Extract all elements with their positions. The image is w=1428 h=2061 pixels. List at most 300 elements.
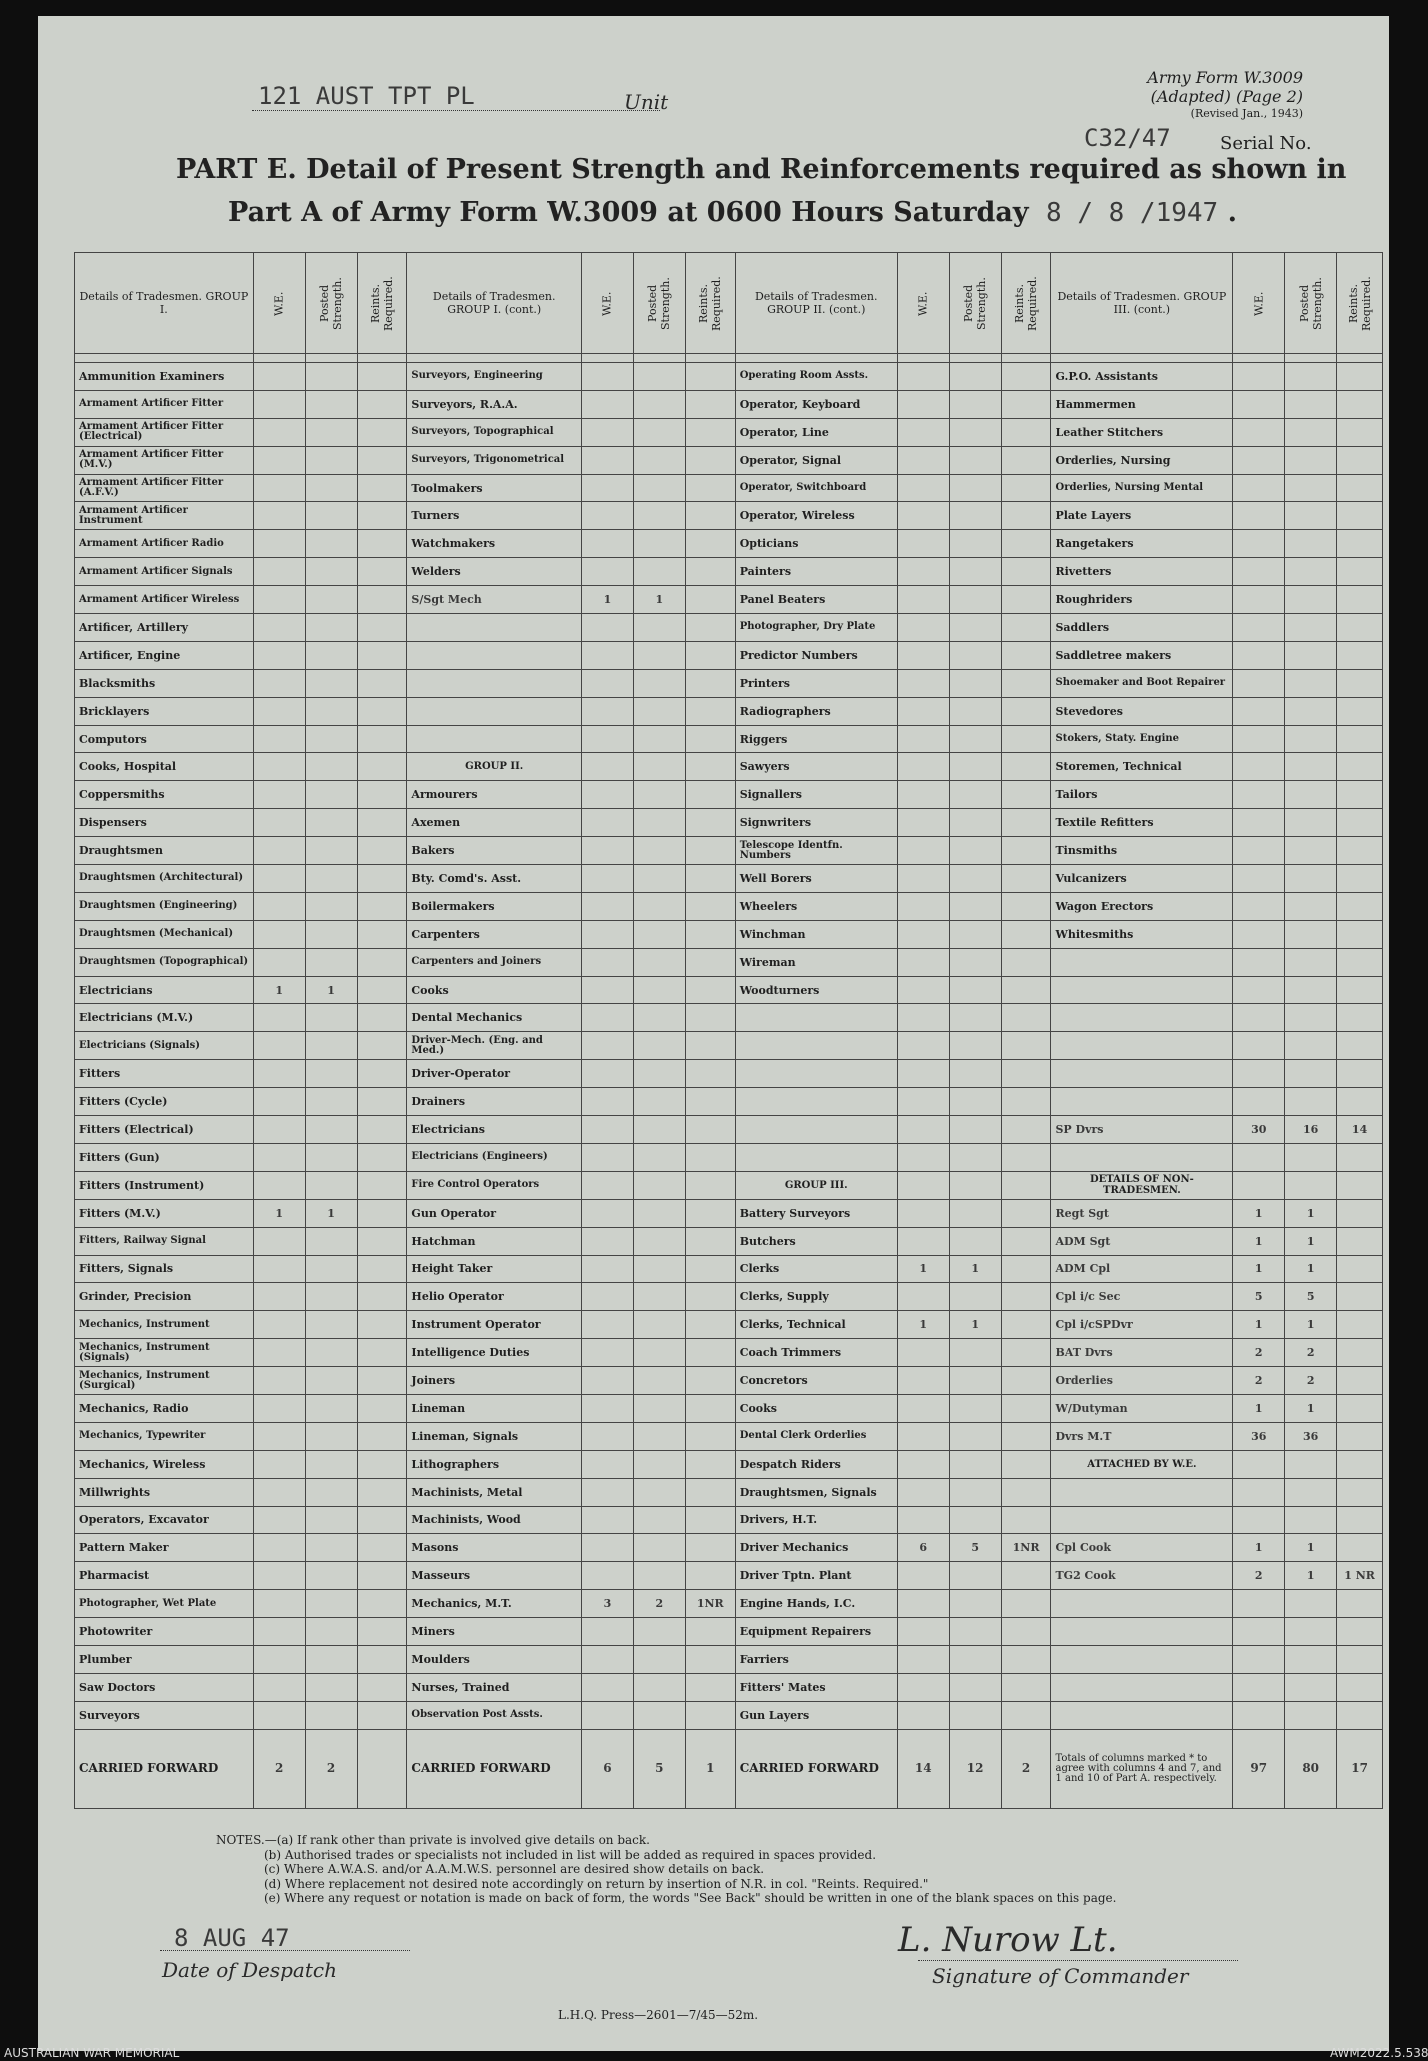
carried-forward-value: 12 [949,1729,1001,1808]
count-cell: 1 [253,1199,305,1227]
count-cell [1233,641,1285,669]
count-cell [253,1506,305,1534]
count-cell [897,530,949,558]
count-cell [357,446,407,474]
carried-forward-value: 2 [253,1729,305,1808]
count-cell [685,781,735,809]
count-cell [305,837,357,865]
count-cell [357,390,407,418]
title-line1: PART E. Detail of Present Strength and Reinforcements required as shown in [176,154,1347,185]
count-cell: 5 [1233,1283,1285,1311]
trade-label: Electricians [407,1116,582,1144]
count-cell [949,809,1001,837]
count-cell [1285,1645,1337,1673]
count-cell [305,1367,357,1395]
count-cell [685,1645,735,1673]
count-cell: 2 [1285,1339,1337,1367]
count-cell [1337,1255,1383,1283]
table-row [75,1227,1383,1255]
count-cell [633,1673,685,1701]
count-cell [253,865,305,893]
trade-label: Pattern Maker [75,1534,254,1562]
count-cell [1001,948,1051,976]
trade-label [407,614,582,642]
trade-label: Observation Post Assts. [407,1701,582,1729]
count-cell [633,530,685,558]
table-row [75,837,1383,865]
count-cell [253,558,305,586]
trade-label: Draughtsmen (Architectural) [75,865,254,893]
trade-label [1051,1701,1233,1729]
count-cell [357,1673,407,1701]
trade-label [735,1088,897,1116]
count-cell [685,892,735,920]
count-cell [949,641,1001,669]
count-cell [897,614,949,642]
count-cell [253,1367,305,1395]
count-cell [1285,1590,1337,1618]
trade-label: Helio Operator [407,1283,582,1311]
typed-trade-entry: ADM Cpl [1051,1255,1233,1283]
count-cell [305,948,357,976]
count-cell [949,390,1001,418]
trade-label: Clerks [735,1255,897,1283]
count-cell [685,1088,735,1116]
count-cell [633,1199,685,1227]
trade-label: GROUP II. [407,753,582,781]
trade-label: Rivetters [1051,558,1233,586]
count-cell [357,1088,407,1116]
count-cell [581,781,633,809]
count-cell [1001,1701,1051,1729]
count-cell [581,641,633,669]
count-cell [1233,530,1285,558]
serial-label: Serial No. [1220,133,1312,154]
table-row [75,1422,1383,1450]
table-row [75,363,1383,391]
count-cell [685,1618,735,1646]
count-cell [253,725,305,753]
trade-label: Armament Artificer Radio [75,530,254,558]
count-cell [949,753,1001,781]
count-cell: 1 [1233,1534,1285,1562]
count-cell [897,1645,949,1673]
count-cell [581,1032,633,1060]
count-cell [1233,1032,1285,1060]
count-cell [949,948,1001,976]
count-cell [897,1283,949,1311]
count-cell [581,1673,633,1701]
count-cell [897,1060,949,1088]
count-cell [633,809,685,837]
count-cell [1233,446,1285,474]
count-cell [581,474,633,502]
count-cell [949,474,1001,502]
column-header-group: Details of Tradesmen. GROUP III. (cont.) [1051,253,1233,354]
count-cell [253,1590,305,1618]
count-cell [1337,1088,1383,1116]
count-cell [1337,809,1383,837]
count-cell [581,1394,633,1422]
count-cell [305,781,357,809]
count-cell [1337,530,1383,558]
count-cell [633,1618,685,1646]
count-cell [949,697,1001,725]
count-cell: 16 [1285,1116,1337,1144]
count-cell [949,1394,1001,1422]
archive-ref: AWM2022.5.538 [1330,2046,1428,2060]
count-cell [685,1478,735,1506]
count-cell [1233,1143,1285,1171]
count-cell [305,1422,357,1450]
trade-label [1051,1004,1233,1032]
count-cell [253,1673,305,1701]
count-cell [897,1673,949,1701]
count-cell [897,1199,949,1227]
count-cell [1233,920,1285,948]
trade-label: Engine Hands, I.C. [735,1590,897,1618]
count-cell [1285,586,1337,614]
column-header-we: W.E. [1233,253,1285,354]
totals-note: Totals of columns marked * to agree with columns 4 and 7, and 1 and 10 of Part A. respectively. [1051,1729,1233,1808]
count-cell [253,502,305,530]
table-row [75,558,1383,586]
typed-trade-entry: W/Dutyman [1051,1394,1233,1422]
trade-label: Fitters (Instrument) [75,1171,254,1199]
table-row [75,976,1383,1004]
notes-block [216,1833,1116,1906]
count-cell [1001,1060,1051,1088]
count-cell [253,1143,305,1171]
count-cell [897,502,949,530]
count-cell [633,920,685,948]
count-cell [305,1171,357,1199]
count-cell [1337,1506,1383,1534]
trade-label: Armament Artificer Instrument [75,502,254,530]
count-cell [581,976,633,1004]
count-cell [581,1534,633,1562]
count-cell [581,1450,633,1478]
count-cell [1337,1339,1383,1367]
column-header-posted: Posted Strength. [949,253,1001,354]
count-cell [685,390,735,418]
count-cell [897,1562,949,1590]
trade-label [735,1032,897,1060]
table-row [75,1339,1383,1367]
table-row [75,809,1383,837]
trade-label: Orderlies, Nursing Mental [1051,474,1233,502]
strength-table [74,252,1383,1809]
trade-label: Joiners [407,1367,582,1395]
count-cell [357,1060,407,1088]
trade-label [1051,1088,1233,1116]
count-cell [581,753,633,781]
count-cell [949,586,1001,614]
table-header-row [75,253,1383,354]
count-cell [1337,1171,1383,1199]
count-cell: 1 [949,1311,1001,1339]
count-cell [633,558,685,586]
trade-label: Wireman [735,948,897,976]
count-cell [1001,390,1051,418]
trade-label: Mechanics, Radio [75,1394,254,1422]
form-revised: (Revised Jan., 1943) [1190,107,1303,120]
count-cell [949,446,1001,474]
count-cell [1233,502,1285,530]
trade-label [1051,1032,1233,1060]
count-cell [897,809,949,837]
trade-label: G.P.O. Assistants [1051,363,1233,391]
trade-label: Draughtsmen (Engineering) [75,892,254,920]
count-cell [253,1004,305,1032]
count-cell [949,1506,1001,1534]
count-cell [357,976,407,1004]
table-row [75,1171,1383,1199]
count-cell [685,530,735,558]
count-cell [357,1645,407,1673]
note-a: NOTES.—(a) If rank other than private is involved give details on back. [216,1833,650,1847]
count-cell [581,1088,633,1116]
count-cell [685,1339,735,1367]
count-cell [949,502,1001,530]
despatch-label: Date of Despatch [162,1958,337,1982]
count-cell [305,1088,357,1116]
count-cell: 36 [1233,1422,1285,1450]
trade-label: Clerks, Technical [735,1311,897,1339]
count-cell [949,1032,1001,1060]
count-cell [1285,1060,1337,1088]
trade-label: Grinder, Precision [75,1283,254,1311]
count-cell: 1 [1285,1311,1337,1339]
count-cell [253,446,305,474]
count-cell: 1 [1285,1227,1337,1255]
trade-label: GROUP III. [735,1171,897,1199]
trade-label [1051,1506,1233,1534]
trade-label: Artificer, Artillery [75,614,254,642]
count-cell [897,781,949,809]
form-adapted: (Adapted) (Page 2) [1150,87,1303,106]
count-cell [897,1422,949,1450]
count-cell [1285,781,1337,809]
count-cell [581,948,633,976]
trade-label: Dental Mechanics [407,1004,582,1032]
count-cell [581,1645,633,1673]
count-cell [1001,920,1051,948]
trade-label: Saddlers [1051,614,1233,642]
table-row [75,781,1383,809]
count-cell [357,474,407,502]
trade-label: Operating Room Assts. [735,363,897,391]
count-cell [633,1367,685,1395]
table-row [75,614,1383,642]
trade-label: Intelligence Duties [407,1339,582,1367]
count-cell [949,558,1001,586]
count-cell [1285,809,1337,837]
count-cell [581,1339,633,1367]
trade-label: Shoemaker and Boot Repairer [1051,669,1233,697]
trade-label: Armament Artificer Fitter [75,390,254,418]
count-cell [1001,1645,1051,1673]
count-cell [949,1199,1001,1227]
count-cell [1337,1367,1383,1395]
count-cell [357,1339,407,1367]
trade-label: Fitters [75,1060,254,1088]
title-line2: Part A of Army Form W.3009 at 0600 Hours Saturday 8 / 8 /1947 . [228,197,1238,228]
trade-label: Lineman [407,1394,582,1422]
trade-label: Turners [407,502,582,530]
count-cell [253,1227,305,1255]
trade-label: Surveyors, Engineering [407,363,582,391]
trade-label: Photowriter [75,1618,254,1646]
count-cell [1285,725,1337,753]
trade-label: Draughtsmen [75,837,254,865]
count-cell [1337,725,1383,753]
header-gap [75,354,1383,363]
count-cell [305,1478,357,1506]
trade-label: Butchers [735,1227,897,1255]
count-cell [305,1116,357,1144]
count-cell [1233,1450,1285,1478]
trade-label: Photographer, Wet Plate [75,1590,254,1618]
trade-label: Roughriders [1051,586,1233,614]
count-cell [581,1422,633,1450]
table-row [75,418,1383,446]
count-cell [685,1562,735,1590]
table-row [75,1618,1383,1646]
count-cell [305,1673,357,1701]
count-cell [581,865,633,893]
count-cell [357,1367,407,1395]
count-cell [357,558,407,586]
trade-label: Operator, Switchboard [735,474,897,502]
count-cell [633,1450,685,1478]
count-cell [1233,725,1285,753]
count-cell [685,809,735,837]
count-cell [305,1534,357,1562]
count-cell [581,1367,633,1395]
count-cell [633,865,685,893]
count-cell [305,1645,357,1673]
trade-label [1051,1618,1233,1646]
count-cell [897,1618,949,1646]
count-cell [633,1506,685,1534]
trade-label: Welders [407,558,582,586]
trade-label: Equipment Repairers [735,1618,897,1646]
count-cell [305,1143,357,1171]
trade-label: Masseurs [407,1562,582,1590]
count-cell: 2 [1233,1339,1285,1367]
count-cell [305,1394,357,1422]
count-cell [633,781,685,809]
count-cell: 1 [1233,1394,1285,1422]
trade-label: Artificer, Engine [75,641,254,669]
count-cell [1001,1618,1051,1646]
trade-label: Draughtsmen (Mechanical) [75,920,254,948]
count-cell [1233,1004,1285,1032]
count-cell [581,530,633,558]
count-cell [685,1534,735,1562]
count-cell [253,1060,305,1088]
count-cell [633,1478,685,1506]
count-cell [1001,1116,1051,1144]
count-cell [1337,446,1383,474]
count-cell [949,1227,1001,1255]
count-cell [1285,753,1337,781]
count-cell [1001,1171,1051,1199]
count-cell [305,363,357,391]
count-cell [1233,865,1285,893]
trade-label: Electricians (Signals) [75,1032,254,1060]
count-cell [1001,865,1051,893]
count-cell [949,1645,1001,1673]
count-cell [357,1255,407,1283]
count-cell [1233,1088,1285,1116]
count-cell [1285,865,1337,893]
count-cell [1233,1478,1285,1506]
count-cell [949,1088,1001,1116]
count-cell [685,558,735,586]
count-cell [1001,837,1051,865]
count-cell [633,669,685,697]
count-cell [685,1673,735,1701]
count-cell [305,753,357,781]
trade-label [735,1060,897,1088]
count-cell [949,1701,1001,1729]
count-cell [1233,669,1285,697]
carried-forward-label: CARRIED FORWARD [735,1729,897,1808]
trade-label: Armament Artificer Signals [75,558,254,586]
carried-forward-value: 14 [897,1729,949,1808]
trade-label: Signallers [735,781,897,809]
column-header-reints: Reints. Required. [1001,253,1051,354]
count-cell [1001,976,1051,1004]
count-cell [1337,586,1383,614]
count-cell [949,1116,1001,1144]
count-cell: 1 [633,586,685,614]
count-cell [685,1032,735,1060]
trade-label: Rangetakers [1051,530,1233,558]
count-cell [1001,809,1051,837]
trade-label: Winchman [735,920,897,948]
count-cell [685,1506,735,1534]
count-cell [305,1255,357,1283]
count-cell [897,1367,949,1395]
typed-trade-entry: Cpl i/c Sec [1051,1283,1233,1311]
count-cell [633,837,685,865]
count-cell [1337,558,1383,586]
trade-label: Woodturners [735,976,897,1004]
trade-label: Storemen, Technical [1051,753,1233,781]
note-b: (b) Authorised trades or specialists not included in list will be added as required in spaces provided. [264,1847,877,1862]
count-cell [253,474,305,502]
table-row [75,920,1383,948]
count-cell [1337,1032,1383,1060]
count-cell [357,1450,407,1478]
count-cell [685,1450,735,1478]
trade-label: Cooks [735,1394,897,1422]
count-cell [357,502,407,530]
trade-label: Telescope Identfn. Numbers [735,837,897,865]
trade-label: Fitters (Electrical) [75,1116,254,1144]
count-cell [305,530,357,558]
count-cell [633,390,685,418]
count-cell [949,1562,1001,1590]
count-cell [897,697,949,725]
count-cell [633,1394,685,1422]
trade-label [407,725,582,753]
trade-label: Mechanics, M.T. [407,1590,582,1618]
count-cell [581,1562,633,1590]
